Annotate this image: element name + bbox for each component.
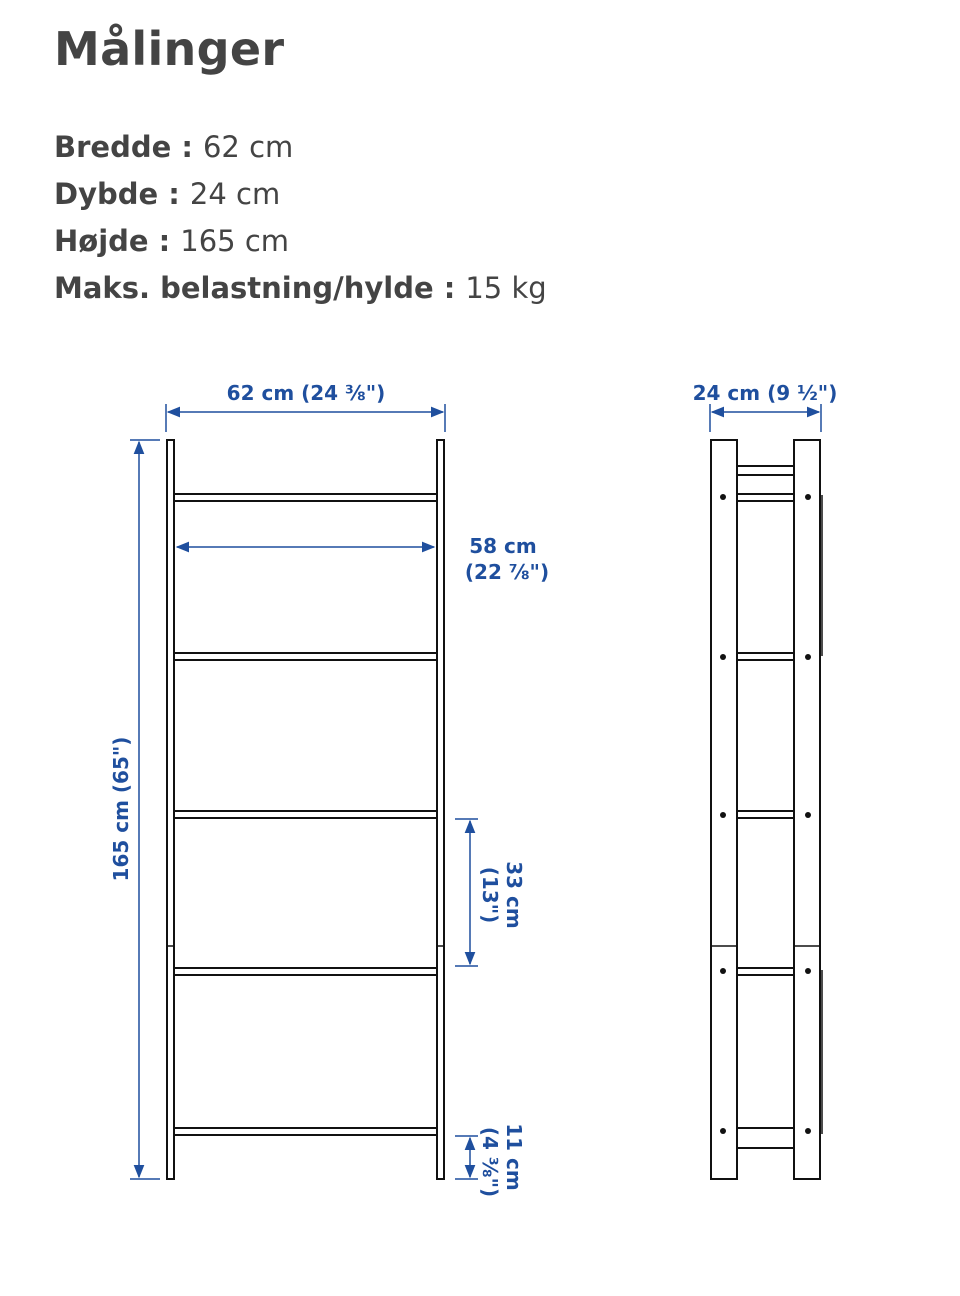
spec-label: Højde — [54, 224, 149, 258]
page-title: Målinger — [54, 22, 285, 76]
side-dimensions — [710, 404, 821, 432]
spacing-label-in: (13") — [478, 866, 502, 924]
bottom-label-cm: 11 cm — [502, 1123, 526, 1191]
height-label: 165 cm (65") — [109, 736, 133, 882]
screw-dot — [720, 812, 726, 818]
front-right-post — [437, 440, 444, 1179]
spec-value: 62 cm — [202, 130, 294, 164]
spec-label: Maks. belastning/hylde — [54, 271, 434, 305]
side-shelf — [737, 653, 794, 660]
front-shelf — [174, 494, 437, 501]
screw-dot — [720, 968, 726, 974]
screw-dot — [805, 1128, 811, 1134]
spec-separator: : — [433, 271, 456, 305]
screw-dot — [805, 654, 811, 660]
side-left-leg — [711, 440, 737, 1179]
front-shelf — [174, 1128, 437, 1135]
inner-width-label-cm: 58 cm — [469, 534, 537, 558]
front-shelf — [174, 811, 437, 818]
front-view — [167, 440, 444, 1179]
front-shelf — [174, 968, 437, 975]
screw-dot — [720, 494, 726, 500]
depth-label: 24 cm (9 ½") — [692, 381, 838, 405]
screw-dot — [805, 494, 811, 500]
front-shelf — [174, 653, 437, 660]
spec-label: Bredde — [54, 130, 172, 164]
front-dimensions — [130, 404, 478, 1179]
bottom-label-in: (4 ⅜") — [478, 1126, 502, 1198]
front-dimension-labels — [109, 381, 549, 1197]
screw-dot — [805, 812, 811, 818]
side-view — [711, 440, 822, 1179]
inner-width-label-in: (22 ⅞") — [464, 560, 550, 584]
spec-separator: : — [171, 130, 193, 164]
screw-dot — [805, 968, 811, 974]
width-label: 62 cm (24 ⅜") — [226, 381, 386, 405]
spacing-label-cm: 33 cm — [502, 861, 526, 929]
side-shelf — [737, 811, 794, 818]
spec-value: 24 cm — [189, 177, 281, 211]
spec-value: 15 kg — [465, 271, 547, 305]
side-top-rail — [737, 466, 794, 475]
side-right-leg — [794, 440, 820, 1179]
side-bottom-rail — [737, 1128, 794, 1148]
side-shelf — [737, 494, 794, 501]
spec-separator: : — [158, 177, 180, 211]
screw-dot — [720, 654, 726, 660]
spec-label: Dybde — [54, 177, 159, 211]
side-shelf — [737, 968, 794, 975]
front-left-post — [167, 440, 174, 1179]
screw-dot — [720, 1128, 726, 1134]
spec-value: 165 cm — [180, 224, 290, 258]
spec-separator: : — [148, 224, 171, 258]
